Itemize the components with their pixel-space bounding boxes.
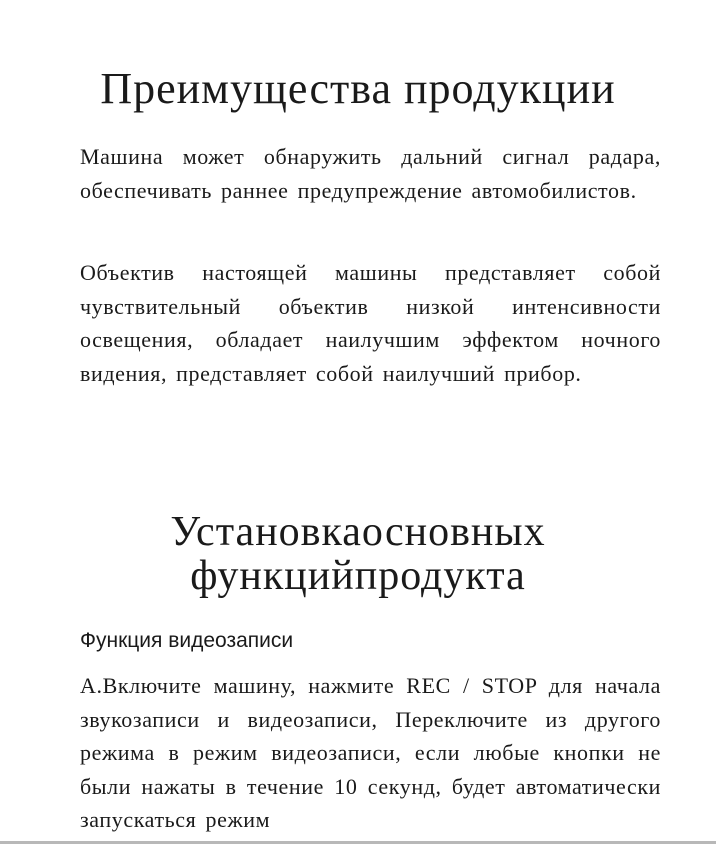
- subheading-video-recording: Функция видеозаписи: [80, 629, 294, 652]
- paragraph-radar-detection: Машина может обнаружить дальний сигнал радара, обеспечивать раннее предупреждение автомобилистов.: [80, 144, 661, 203]
- section-title-advantages: Преимущества продукции: [100, 64, 616, 113]
- paragraph-video-recording-instructions: A.Включите машину, нажмите REC / STOP для начала звукозаписи и видеозаписи, Переключите из другого режима в режим видеозаписи, если любые кнопки не были нажаты в течение 10 секунд, будет автоматически запускаться режим: [80, 673, 661, 832]
- paragraph-lens-description: Объектив настоящей машины представляет собой чувствительный объектив низкой интенсивности освещения, обладает наилучшим эффектом ночного видения, представляет собой наилучший прибор.: [80, 260, 661, 386]
- section-title-line-2: функцийпродукта: [190, 553, 526, 599]
- section-title-basic-functions: [0, 510, 716, 598]
- section-title-line-1: Установкаосновных: [170, 509, 546, 555]
